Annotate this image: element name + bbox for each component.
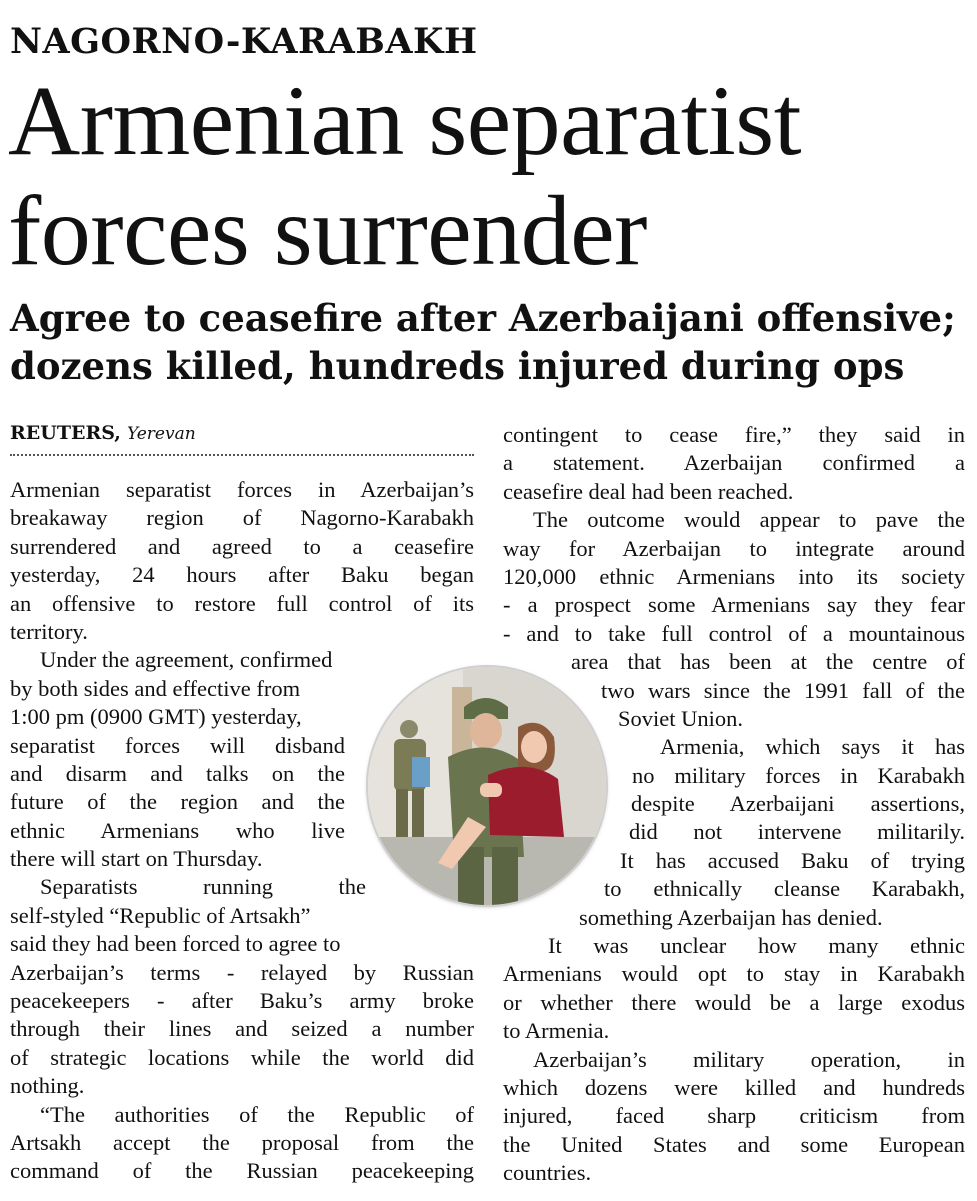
body-line: to ethnically cleanse Karabakh, [604, 876, 965, 902]
body-line: Soviet Union. [618, 705, 744, 731]
body-line: ceasefire deal had been reached. [503, 478, 794, 504]
subheadline-line-2: dozens killed, hundreds injured during ops [10, 344, 905, 388]
body-line: which dozens were killed and hundreds [503, 1074, 965, 1100]
body-line: Under the agreement, confirmed [40, 647, 333, 673]
body-line: separatist forces will disband [10, 732, 345, 758]
body-line: - and to take full control of a mountainous [503, 620, 965, 646]
headline [8, 66, 801, 286]
body-line: surrendered and agreed to a ceasefire [10, 533, 474, 559]
byline-agency: REUTERS, [10, 422, 121, 444]
body-line: “The authorities of the Republic of [40, 1101, 474, 1127]
body-line: something Azerbaijan has denied. [579, 904, 883, 930]
byline [10, 421, 474, 456]
subheadline-line-1: Agree to ceasefire after Azerbaijani offensive; [10, 296, 956, 340]
photo-illustration [368, 667, 606, 905]
body-line: Armenian separatist forces in Azerbaijan’s [10, 477, 474, 502]
body-line: two wars since the 1991 fall of the [601, 677, 965, 703]
body-line: the United States and some European [503, 1131, 965, 1157]
body-line: Armenians would opt to stay in Karabakh [503, 961, 965, 987]
body-line: an offensive to restore full control of its [10, 590, 474, 616]
body-line: said they had been forced to agree to [10, 931, 341, 957]
body-line: Azerbaijan’s terms - relayed by Russian [10, 959, 474, 985]
body-line: 120,000 ethnic Armenians into its society [503, 563, 965, 589]
body-line: Azerbaijan’s military operation, in [533, 1046, 965, 1072]
body-line: a statement. Azerbaijan confirmed a [503, 450, 965, 476]
body-line: - a prospect some Armenians say they fear [503, 592, 965, 618]
headline-line-2: forces surrender [8, 175, 647, 286]
body-line: yesterday, 24 hours after Baku began [10, 562, 474, 588]
body-line: Armenia, which says it has [660, 734, 965, 760]
body-line: to Armenia. [503, 1018, 610, 1044]
body-line: Artsakh accept the proposal from the [10, 1129, 474, 1155]
byline-location: Yerevan [126, 424, 196, 444]
soldier-carrying-child-photo [368, 667, 606, 905]
body-line: did not intervene militarily. [629, 819, 965, 845]
body-line: way for Azerbaijan to integrate around [503, 535, 965, 561]
body-line: contingent to cease fire,” they said in [503, 422, 965, 447]
subheadline [10, 294, 956, 390]
body-line: no military forces in Karabakh [632, 762, 965, 788]
body-line: injured, faced sharp criticism from [503, 1103, 965, 1129]
body-line: It has accused Baku of trying [620, 847, 965, 873]
body-line: area that has been at the centre of [571, 649, 965, 675]
body-line: command of the Russian peacekeeping [10, 1158, 474, 1184]
headline-line-1: Armenian separatist [8, 65, 801, 176]
body-line: by both sides and effective from [10, 675, 301, 701]
body-line: peacekeepers - after Baku’s army broke [10, 988, 474, 1014]
body-line: future of the region and the [10, 789, 345, 815]
body-line: It was unclear how many ethnic [548, 933, 965, 959]
body-line: despite Azerbaijani assertions, [631, 791, 965, 817]
body-line: 1:00 pm (0900 GMT) yesterday, [10, 704, 302, 730]
body-line: of strategic locations while the world did [10, 1044, 474, 1070]
body-line: ethnic Armenians who live [10, 817, 345, 843]
body-line: self-styled “Republic of Artsakh” [10, 902, 311, 928]
body-line: through their lines and seized a number [10, 1016, 474, 1042]
body-line: The outcome would appear to pave the [533, 507, 965, 533]
body-line: territory. [10, 618, 88, 644]
section-kicker: NAGORNO-KARABAKH [10, 21, 478, 62]
body-line: nothing. [10, 1073, 85, 1099]
body-line: Separatists running the [40, 874, 366, 900]
body-line: breakaway region of Nagorno-Karabakh [10, 505, 474, 531]
body-line: and disarm and talks on the [10, 760, 345, 786]
body-line: or whether there would be a large exodus [503, 989, 965, 1015]
body-line: countries. [503, 1160, 592, 1186]
body-line: there will start on Thursday. [10, 846, 263, 872]
